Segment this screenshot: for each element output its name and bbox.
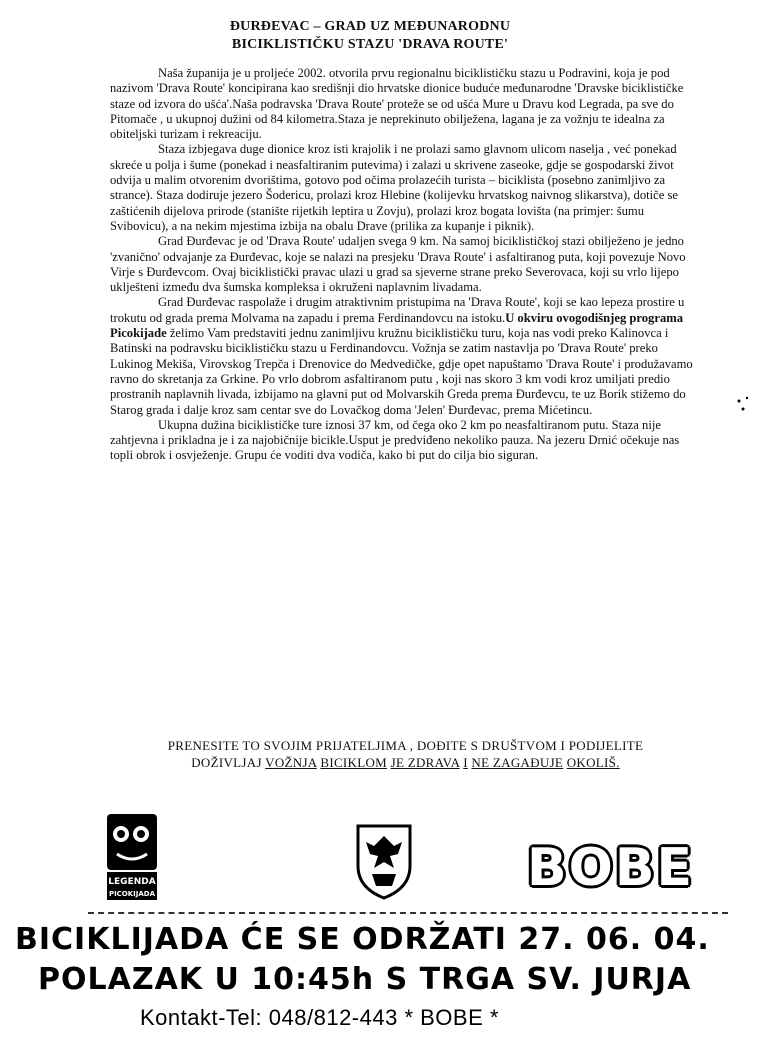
- paragraph-4-bold: U okviru ovogodišnjeg programa Picokijade: [110, 310, 684, 341]
- city-crest-icon: [354, 822, 414, 900]
- article-body: [110, 66, 700, 464]
- paragraph-4-start: Grad Đurđevac raspolaže i drugim atraktivnim pristupima na 'Drava Route', koji se kao lepeza prostire u trokutu od grada prema Molvama na zapadu i prema Ferdinandovcu na istoku.: [110, 295, 685, 325]
- event-start-line: POLAZAK U 10:45h S TRGA SV. JURJA: [38, 962, 692, 997]
- legenda-text-1: LEGENDA: [108, 877, 156, 887]
- paragraph-4: [110, 295, 700, 417]
- closing-word: BICIKLOM: [320, 755, 388, 770]
- closing-prefix: DOŽIVLJAJ: [191, 755, 266, 770]
- scan-specks-icon: [735, 395, 755, 417]
- paragraph-4-end: želimo Vam predstaviti jednu zanimljivu kružnu biciklističku turu, koja nas vodi preko Kalinovca i Batinski na podravsku biciklističku stazu u Ferdinandovcu. Vožnja se zatim nastavlja po 'Drava Route' preko Lukinog Mekiša, Virovskog Trepča i Drenovice do Medvedičke, gdje opet napuštamo 'Drava Route' i produžavamo ravno do skretanja za Grkine. Po vrlo dobrom asfaltiranom putu , koji nas skoro 3 km vodi kroz umiljati predio prostranih naplavnih livada, izbijamo na glavni put od Molvarskih Greda prema Đurđevcu, te uz Borik stižemo do Starog grada i dalje kroz sam centar sve do Lovačkog doma 'Jelen' Đurđevac, prema Mićetincu.: [110, 326, 693, 417]
- separator-line: [88, 912, 728, 914]
- closing-word: OKOLIŠ.: [566, 755, 620, 770]
- paragraph-1: Naša županija je u proljeće 2002. otvorila prvu regionalnu biciklističku stazu u Podravini, koja je pod nazivom 'Drava Route' koncipirana kao središnji dio hrvatske dionice buduće međunarodne 'Dravske biciklističke staze od izvora do ušća'.Naša podravska 'Drava Route' proteže se od ušća Mure u Dravu kod Legrada, pa sve do Pitomače , u ukupnoj dužini od 84 kilometra.Staza je neprekinuto obilježena, lagana je za vožnju te idealna za obiteljski turizam i rekreaciju.: [110, 66, 684, 142]
- title-line-1: ĐURĐEVAC – GRAD UZ MEĐUNARODNU: [229, 19, 511, 34]
- event-date-line: BICIKLIJADA ĆE SE ODRŽATI 27. 06. 04.: [15, 922, 710, 957]
- bobe-logo: BOBE: [527, 838, 694, 898]
- closing-word: NE ZAGAĐUJE: [471, 755, 564, 770]
- contact-line: Kontakt-Tel: 048/812-443 * BOBE *: [140, 1005, 499, 1030]
- paragraph-3: Grad Đurđevac je od 'Drava Route' udaljen svega 9 km. Na samoj biciklističkoj stazi obilježeno je jedno 'zvanično' odvajanje za Đurđevac, koje se nalazi na presjeku 'Drava Route' i asfaltiranog puta, koji povezuje Novo Virje s Đurđevcom. Ovaj biciklistički pravac ulazi u grad sa sjeverne strane preko Severovaca, koji su vrlo lijepo uklješteni između dva šumska kompleksa i okruženi naplavnim livadama.: [110, 234, 686, 295]
- closing-line-2: [118, 754, 693, 771]
- closing-word: JE ZDRAVA: [390, 755, 460, 770]
- legenda-picokijada-logo: [103, 812, 161, 902]
- paragraph-5: Ukupna dužina biciklističke ture iznosi 37 km, od čega oko 2 km po neasfaltiranom putu. Staza nije zahtjevna i prikladna je i za najobičnije bicikle.Usput je predviđeno nekoliko pauza. Na jezeru Drnić očekuje nas topli obrok i osvježenje. Grupu će voditi dva vodiča, kako bi put do cilja bio siguran.: [110, 417, 680, 463]
- title-line-2: BICIKLISTIČKU STAZU 'DRAVA ROUTE': [231, 37, 509, 52]
- closing-word: VOŽNJA: [265, 755, 317, 770]
- closing-appeal: [118, 737, 693, 771]
- closing-word: I: [463, 755, 468, 770]
- paragraph-2: Staza izbjegava duge dionice kroz isti krajolik i ne prolazi samo glavnom ulicom naselja , već ponekad skreće u polja i šume (ponekad i neasfaltiranim putevima) i zalazi u skrivene zaseoke, gdje se gospodarski život odvija u malim otvorenim dvorištima, gotovo pod očima prolazećih turista – biciklista (posebno zanimljivo za strance). Staza dodiruje jezero Šodericu, prolazi kroz Hlebine (kolijevku hrvatskog naivnog slikarstva), dotiče se zaštićenih dijelova prirode (stanište rijetkih leptira u Zovju), prolazi kroz bogata lovišta (na primjer: šumu Svibovicu), a na nekim mjestima izbija na obalu Drave (prilika za kupanje i piknik).: [110, 142, 678, 233]
- closing-line-1: PRENESITE TO SVOJIM PRIJATELJIMA , DOĐITE S DRUŠTVOM I PODIJELITE: [167, 738, 644, 753]
- document-title: [150, 18, 590, 54]
- legenda-text-2: PICOKIJADA: [108, 890, 156, 898]
